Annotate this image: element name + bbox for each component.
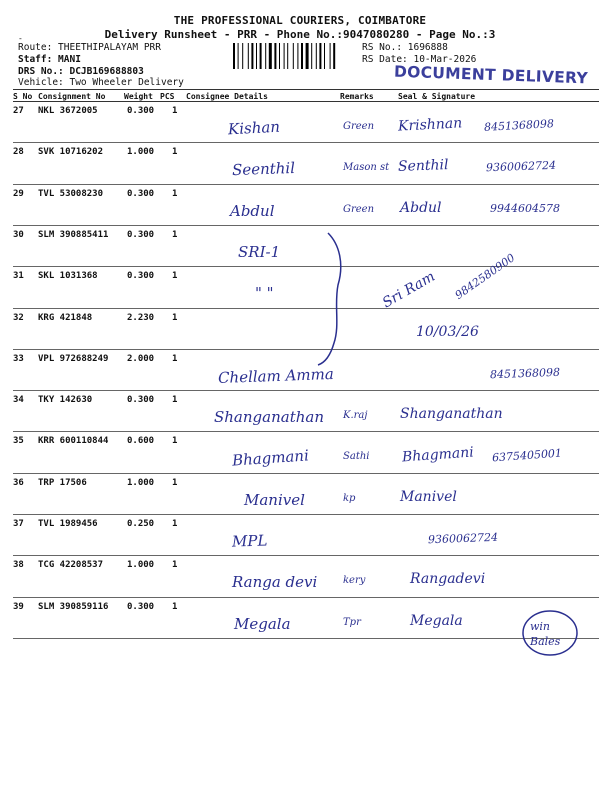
weight-value: 0.300: [127, 271, 155, 282]
pcs-value: 1: [172, 436, 178, 447]
consignee-handwriting: SRI-1: [238, 242, 281, 261]
dash-mark: -: [18, 34, 23, 43]
pcs-value: 1: [172, 353, 178, 364]
consignee-handwriting: MPL: [231, 531, 268, 551]
signature-handwriting: Shanganathan: [400, 406, 503, 423]
pcs-value: 1: [172, 106, 178, 116]
serial-number: 35: [13, 436, 24, 447]
table-row: [13, 431, 599, 472]
row-divider: [13, 638, 599, 639]
weight-value: 1.000: [127, 147, 155, 158]
consignee-handwriting: Megala: [234, 614, 291, 633]
consignee-handwriting: Shanganathan: [214, 408, 324, 427]
header-top-rule: [13, 89, 599, 90]
pcs-value: 1: [172, 395, 178, 406]
weight-value: 0.250: [127, 519, 155, 529]
col-weight: Weight: [124, 92, 153, 101]
rs-number: RS No.: 1696888: [362, 42, 448, 53]
table-row: [13, 514, 599, 555]
consignee-handwriting: Chellam Amma: [217, 364, 335, 387]
remarks-handwriting: Green: [343, 203, 375, 215]
pcs-value: 1: [172, 477, 178, 488]
circled-note: win Bales: [530, 620, 561, 648]
consignment-number: TVL 53008230: [38, 188, 104, 199]
col-remarks: Remarks: [340, 92, 374, 101]
remarks-handwriting: Mason st: [343, 162, 390, 174]
remarks-handwriting: kp: [343, 492, 356, 504]
table-row: [13, 473, 599, 514]
table-row: [13, 101, 599, 142]
pcs-value: 1: [172, 271, 178, 282]
pcs-value: 1: [172, 560, 178, 571]
staff-label: Staff: MANI: [18, 54, 81, 65]
consignment-number: TKY 142630: [38, 395, 93, 406]
serial-number: 27: [13, 106, 24, 116]
serial-number: 39: [13, 601, 24, 612]
remarks-handwriting: kery: [343, 575, 366, 587]
phone-handwriting: 9360062724: [427, 530, 499, 547]
pcs-value: 1: [172, 312, 178, 323]
col-consignee: Consignee Details: [186, 92, 268, 101]
table-row: [13, 142, 599, 183]
signature-handwriting: Sri Ram: [379, 268, 438, 312]
phone-handwriting: 9842580900: [452, 251, 518, 303]
route-label: Route: THEETHIPALAYAM PRR: [18, 42, 161, 53]
consignment-number: TCG 42208537: [38, 560, 104, 571]
weight-value: 0.300: [127, 188, 155, 199]
phone-handwriting: 8451368098: [483, 117, 555, 134]
vehicle-label: Vehicle: Two Wheeler Delivery: [18, 77, 184, 88]
company-name: THE PROFESSIONAL COURIERS, COIMBATORE: [173, 14, 427, 27]
consignment-number: KRR 600110844: [38, 436, 109, 447]
serial-number: 36: [13, 477, 24, 488]
serial-number: 37: [13, 519, 24, 529]
serial-number: 34: [13, 395, 24, 406]
signature-handwriting: Rangadevi: [410, 571, 486, 588]
serial-number: 28: [13, 147, 24, 158]
weight-value: 0.300: [127, 601, 155, 612]
phone-handwriting: 8451368098: [489, 365, 561, 382]
signature-handwriting: Megala: [410, 612, 463, 629]
remarks-handwriting: Sathi: [343, 451, 370, 463]
col-pcs: PCS: [160, 92, 175, 101]
remarks-handwriting: Tpr: [343, 616, 361, 628]
weight-value: 2.000: [127, 353, 155, 364]
runsheet-title: Delivery Runsheet - PRR - Phone No.:9047080280 - Page No.:3: [104, 28, 496, 41]
consignment-number: NKL 3672005: [38, 106, 98, 116]
consignee-handwriting: Ranga devi: [232, 573, 318, 592]
weight-value: 0.300: [127, 229, 155, 240]
weight-value: 0.300: [127, 106, 155, 116]
table-row: [13, 390, 599, 431]
consignee-handwriting: " ": [255, 284, 274, 303]
consignment-number: TVL 1989456: [38, 519, 98, 529]
weight-value: 2.230: [127, 312, 155, 323]
consignee-handwriting: Bhagmani: [231, 446, 310, 471]
signature-handwriting: Krishnan: [397, 115, 463, 135]
pcs-value: 1: [172, 147, 178, 158]
pcs-value: 1: [172, 188, 178, 199]
weight-value: 0.600: [127, 436, 155, 447]
signature-handwriting: 10/03/26: [416, 323, 479, 340]
document-delivery-stamp: DOCUMENT DELIVERY: [393, 62, 589, 88]
bracket-scribble: [300, 225, 360, 375]
consignment-number: SLM 390859116: [38, 601, 109, 612]
signature-handwriting: Abdul: [400, 199, 442, 216]
table-row: [13, 555, 599, 596]
weight-value: 1.000: [127, 477, 155, 488]
col-signature: Seal & Signature: [398, 92, 476, 101]
signature-handwriting: Bhagmani: [401, 444, 475, 466]
phone-handwriting: 9944604578: [490, 201, 560, 215]
consignment-number: VPL 972688249: [38, 353, 109, 364]
barcode-image: [233, 43, 358, 69]
consignee-handwriting: Manivel: [244, 490, 305, 509]
consignee-handwriting: Kishan: [227, 117, 281, 139]
serial-number: 38: [13, 560, 24, 571]
signature-handwriting: Senthil: [397, 157, 449, 176]
consignee-handwriting: Seenthil: [231, 159, 296, 180]
table-row: [13, 597, 599, 638]
col-consignment: Consignment No: [38, 92, 106, 101]
serial-number: 33: [13, 353, 24, 364]
drs-label: DRS No.: DCJB169688803: [18, 66, 144, 77]
remarks-handwriting: Green: [343, 121, 375, 132]
weight-value: 1.000: [127, 560, 155, 571]
consignment-number: SLM 390885411: [38, 229, 109, 240]
serial-number: 31: [13, 271, 24, 282]
phone-handwriting: 9360062724: [485, 159, 557, 175]
pcs-value: 1: [172, 601, 178, 612]
pcs-value: 1: [172, 519, 178, 529]
consignment-number: KRG 421848: [38, 312, 93, 323]
table-row: [13, 184, 599, 225]
weight-value: 0.300: [127, 395, 155, 406]
consignment-number: SVK 10716202: [38, 147, 104, 158]
consignment-number: TRP 17506: [38, 477, 87, 488]
consignment-number: SKL 1031368: [38, 271, 98, 282]
serial-number: 29: [13, 188, 24, 199]
serial-number: 32: [13, 312, 24, 323]
serial-number: 30: [13, 229, 24, 240]
rs-date: RS Date: 10-Mar-2026: [362, 54, 477, 65]
remarks-handwriting: K.raj: [343, 410, 368, 422]
signature-handwriting: Manivel: [400, 488, 457, 505]
consignee-handwriting: Abdul: [230, 201, 275, 220]
pcs-value: 1: [172, 229, 178, 240]
col-sno: S No: [13, 92, 33, 101]
phone-handwriting: 6375405001: [491, 446, 563, 465]
